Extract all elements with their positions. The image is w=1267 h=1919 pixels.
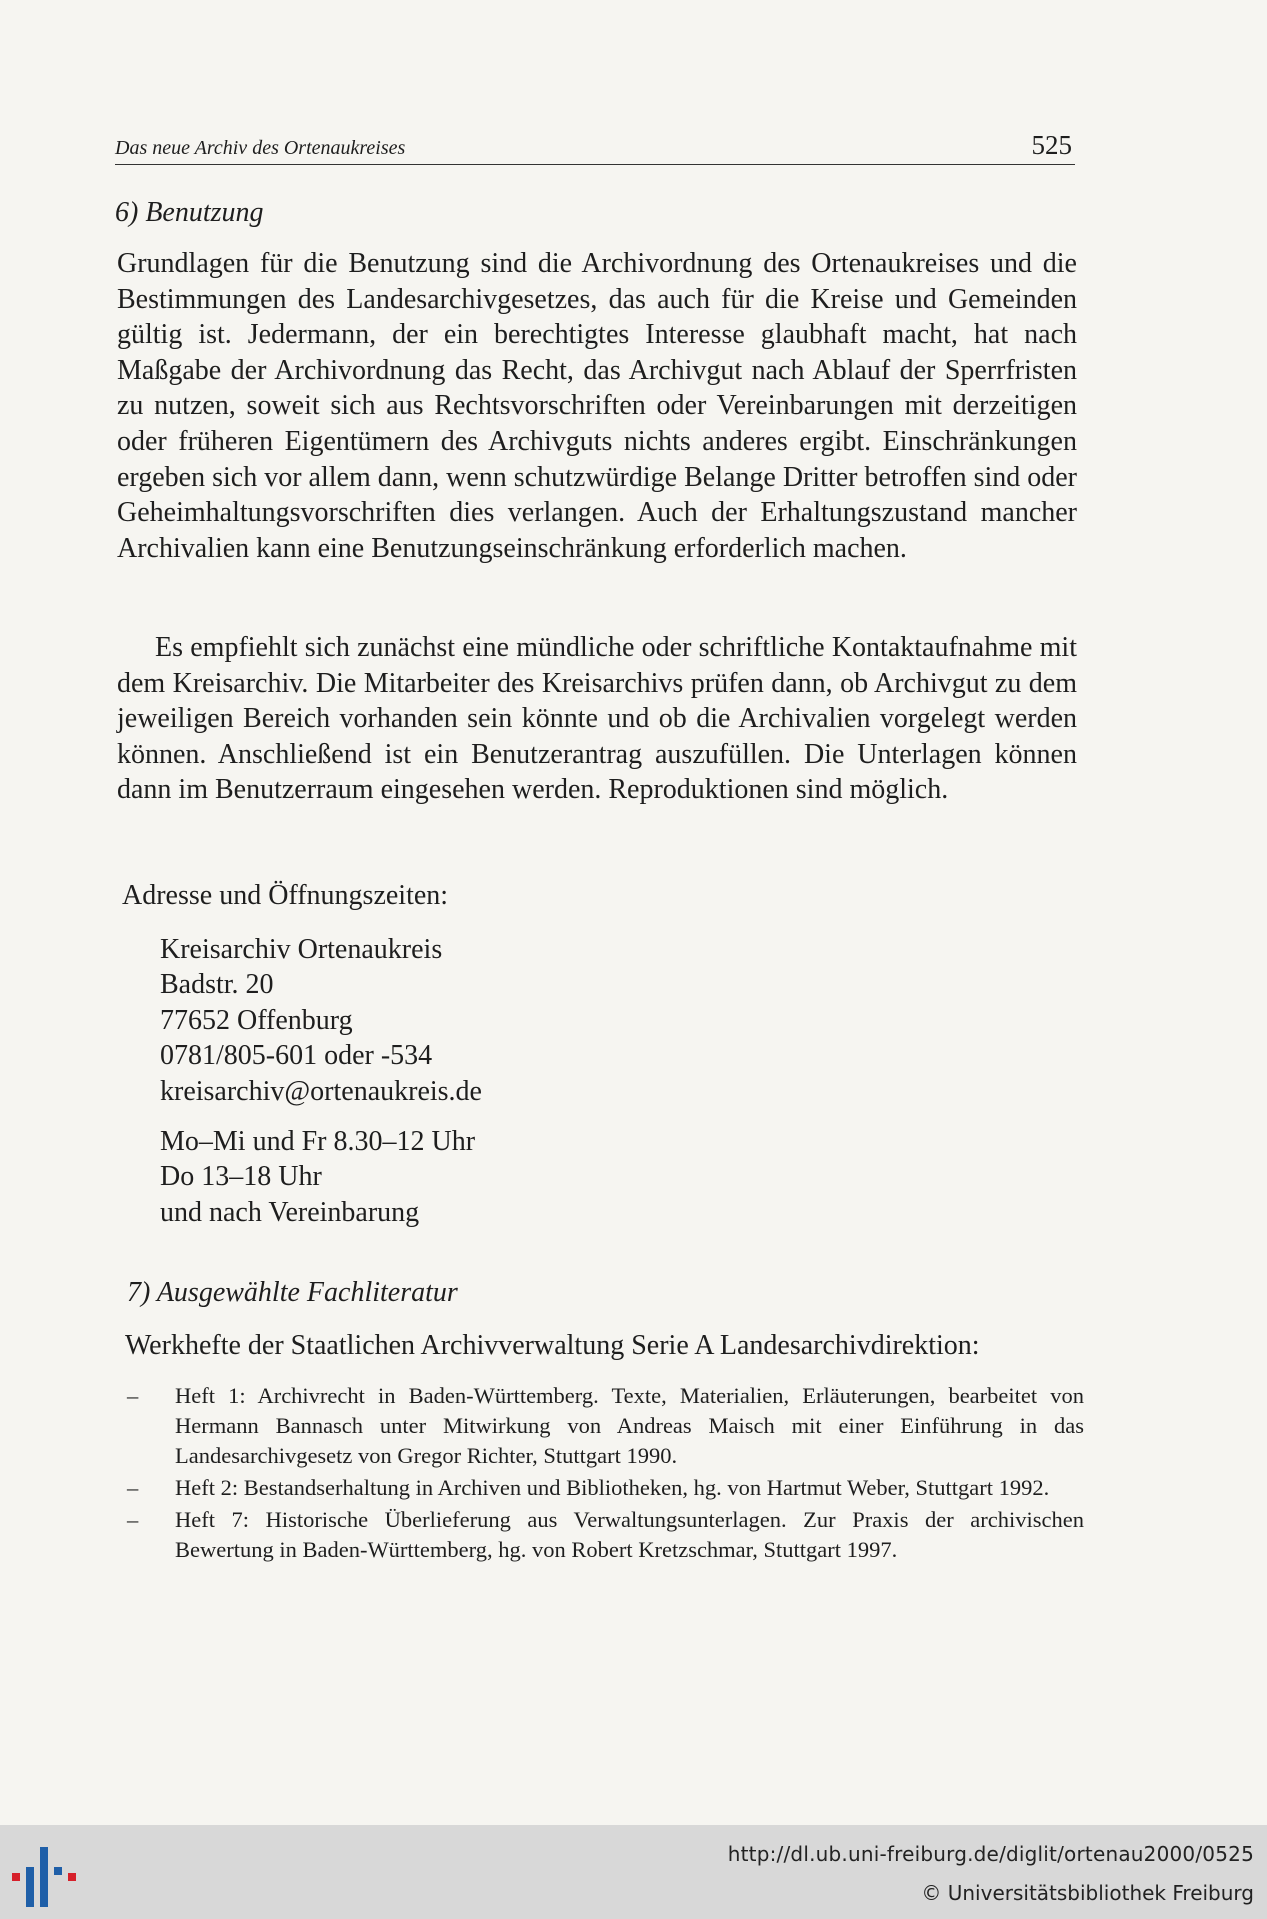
address-block [160, 932, 482, 1109]
logo-bar [26, 1867, 34, 1907]
hours-line: Do 13–18 Uhr [160, 1161, 322, 1193]
section-heading-benutzung: 6) Benutzung [115, 197, 264, 228]
list-dash: – [127, 1507, 139, 1532]
hours-line: und nach Vereinbarung [160, 1196, 420, 1228]
body-paragraph: Grundlagen für die Benutzung sind die Archivordnung des Ortenaukreises und die Bestimmungen des Landesarchivgesetzes, das auch für die Kreise und Gemeinden gültig ist. Jedermann, der ein berechtigtes Interesse glaubhaft macht, hat nach Maßgabe der Archivordnung das Recht, das Archivgut nach Ablauf der Sperrfristen zu nutzen, soweit sich aus Rechtsvorschriften oder Vereinbarungen mit derzeitigen oder früheren Eigentümern des Archivguts nichts anderes ergibt. Einschränkungen ergeben sich vor allem dann, wenn schutzwürdige Belange Dritter betroffen sind oder Geheimhaltungsvorschriften dies verlangen. Auch der Erhaltungszustand mancher Archivalien kann eine Benutzungseinschränkung erforderlich machen. [117, 248, 1077, 564]
logo-bar [12, 1873, 20, 1881]
reference-item [122, 1473, 1084, 1503]
list-dash: – [127, 1383, 139, 1408]
email-line: kreisarchiv@ortenaukreis.de [160, 1075, 482, 1107]
running-title: Das neue Archiv des Ortenaukreises [115, 137, 406, 159]
series-intro: Werkhefte der Staatlichen Archivverwaltung Serie A Landesarchivdirektion: [125, 1330, 980, 1361]
viewer-footer [0, 1825, 1267, 1919]
reference-item [122, 1505, 1084, 1565]
logo-bar [54, 1867, 62, 1875]
reference-text: Heft 7: Historische Überlieferung aus Verwaltungsunterlagen. Zur Praxis der archivischen Bewertung in Baden-Württemberg, hg. von Robert Kretzschmar, Stuttgart 1997. [175, 1507, 1084, 1562]
reference-text: Heft 1: Archivrecht in Baden-Württemberg. Texte, Materialien, Erläuterungen, bearbeitet von Hermann Bannasch unter Mitwirkung von Andreas Maisch mit einer Einführung in das Landesarchivgesetz von Gregor Richter, Stuttgart 1990. [175, 1383, 1084, 1468]
page-number: 525 [1031, 130, 1072, 160]
reference-item [122, 1381, 1084, 1471]
logo-bar [68, 1873, 76, 1881]
address-label: Adresse und Öffnungszeiten: [122, 880, 449, 911]
reference-list [122, 1381, 1084, 1567]
permalink-url[interactable]: http://dl.ub.uni-freiburg.de/diglit/ortenau2000/0525 [727, 1842, 1254, 1866]
running-head [115, 130, 1075, 165]
address-line: Badstr. 20 [160, 969, 274, 1001]
opening-hours-block [160, 1124, 475, 1230]
body-paragraph: Es empfiehlt sich zunächst eine mündliche oder schriftliche Kontaktaufnahme mit dem Kreisarchiv. Die Mitarbeiter des Kreisarchivs prüfen dann, ob Archivgut zu dem jeweiligen Bereich vorhanden sein könnte und ob die Archivalien vorgelegt werden können. Anschließend ist ein Benutzerantrag auszufüllen. Die Unterlagen können dann im Benutzerraum eingesehen werden. Reproduktionen sind möglich. [117, 632, 1077, 806]
hours-line: Mo–Mi und Fr 8.30–12 Uhr [160, 1126, 476, 1157]
section-heading-fachliteratur: 7) Ausgewählte Fachliteratur [127, 1277, 458, 1308]
copyright-notice: © Universitätsbibliothek Freiburg [921, 1881, 1254, 1905]
phone-line: 0781/805-601 oder -534 [160, 1040, 433, 1072]
ub-freiburg-logo-icon [12, 1847, 82, 1907]
address-line: Kreisarchiv Ortenaukreis [160, 934, 443, 965]
list-dash: – [127, 1475, 139, 1500]
reference-text: Heft 2: Bestandserhaltung in Archiven und Bibliotheken, hg. von Hartmut Weber, Stuttgart 1992. [175, 1475, 1050, 1500]
address-line: 77652 Offenburg [160, 1004, 353, 1036]
logo-bar [40, 1847, 48, 1907]
